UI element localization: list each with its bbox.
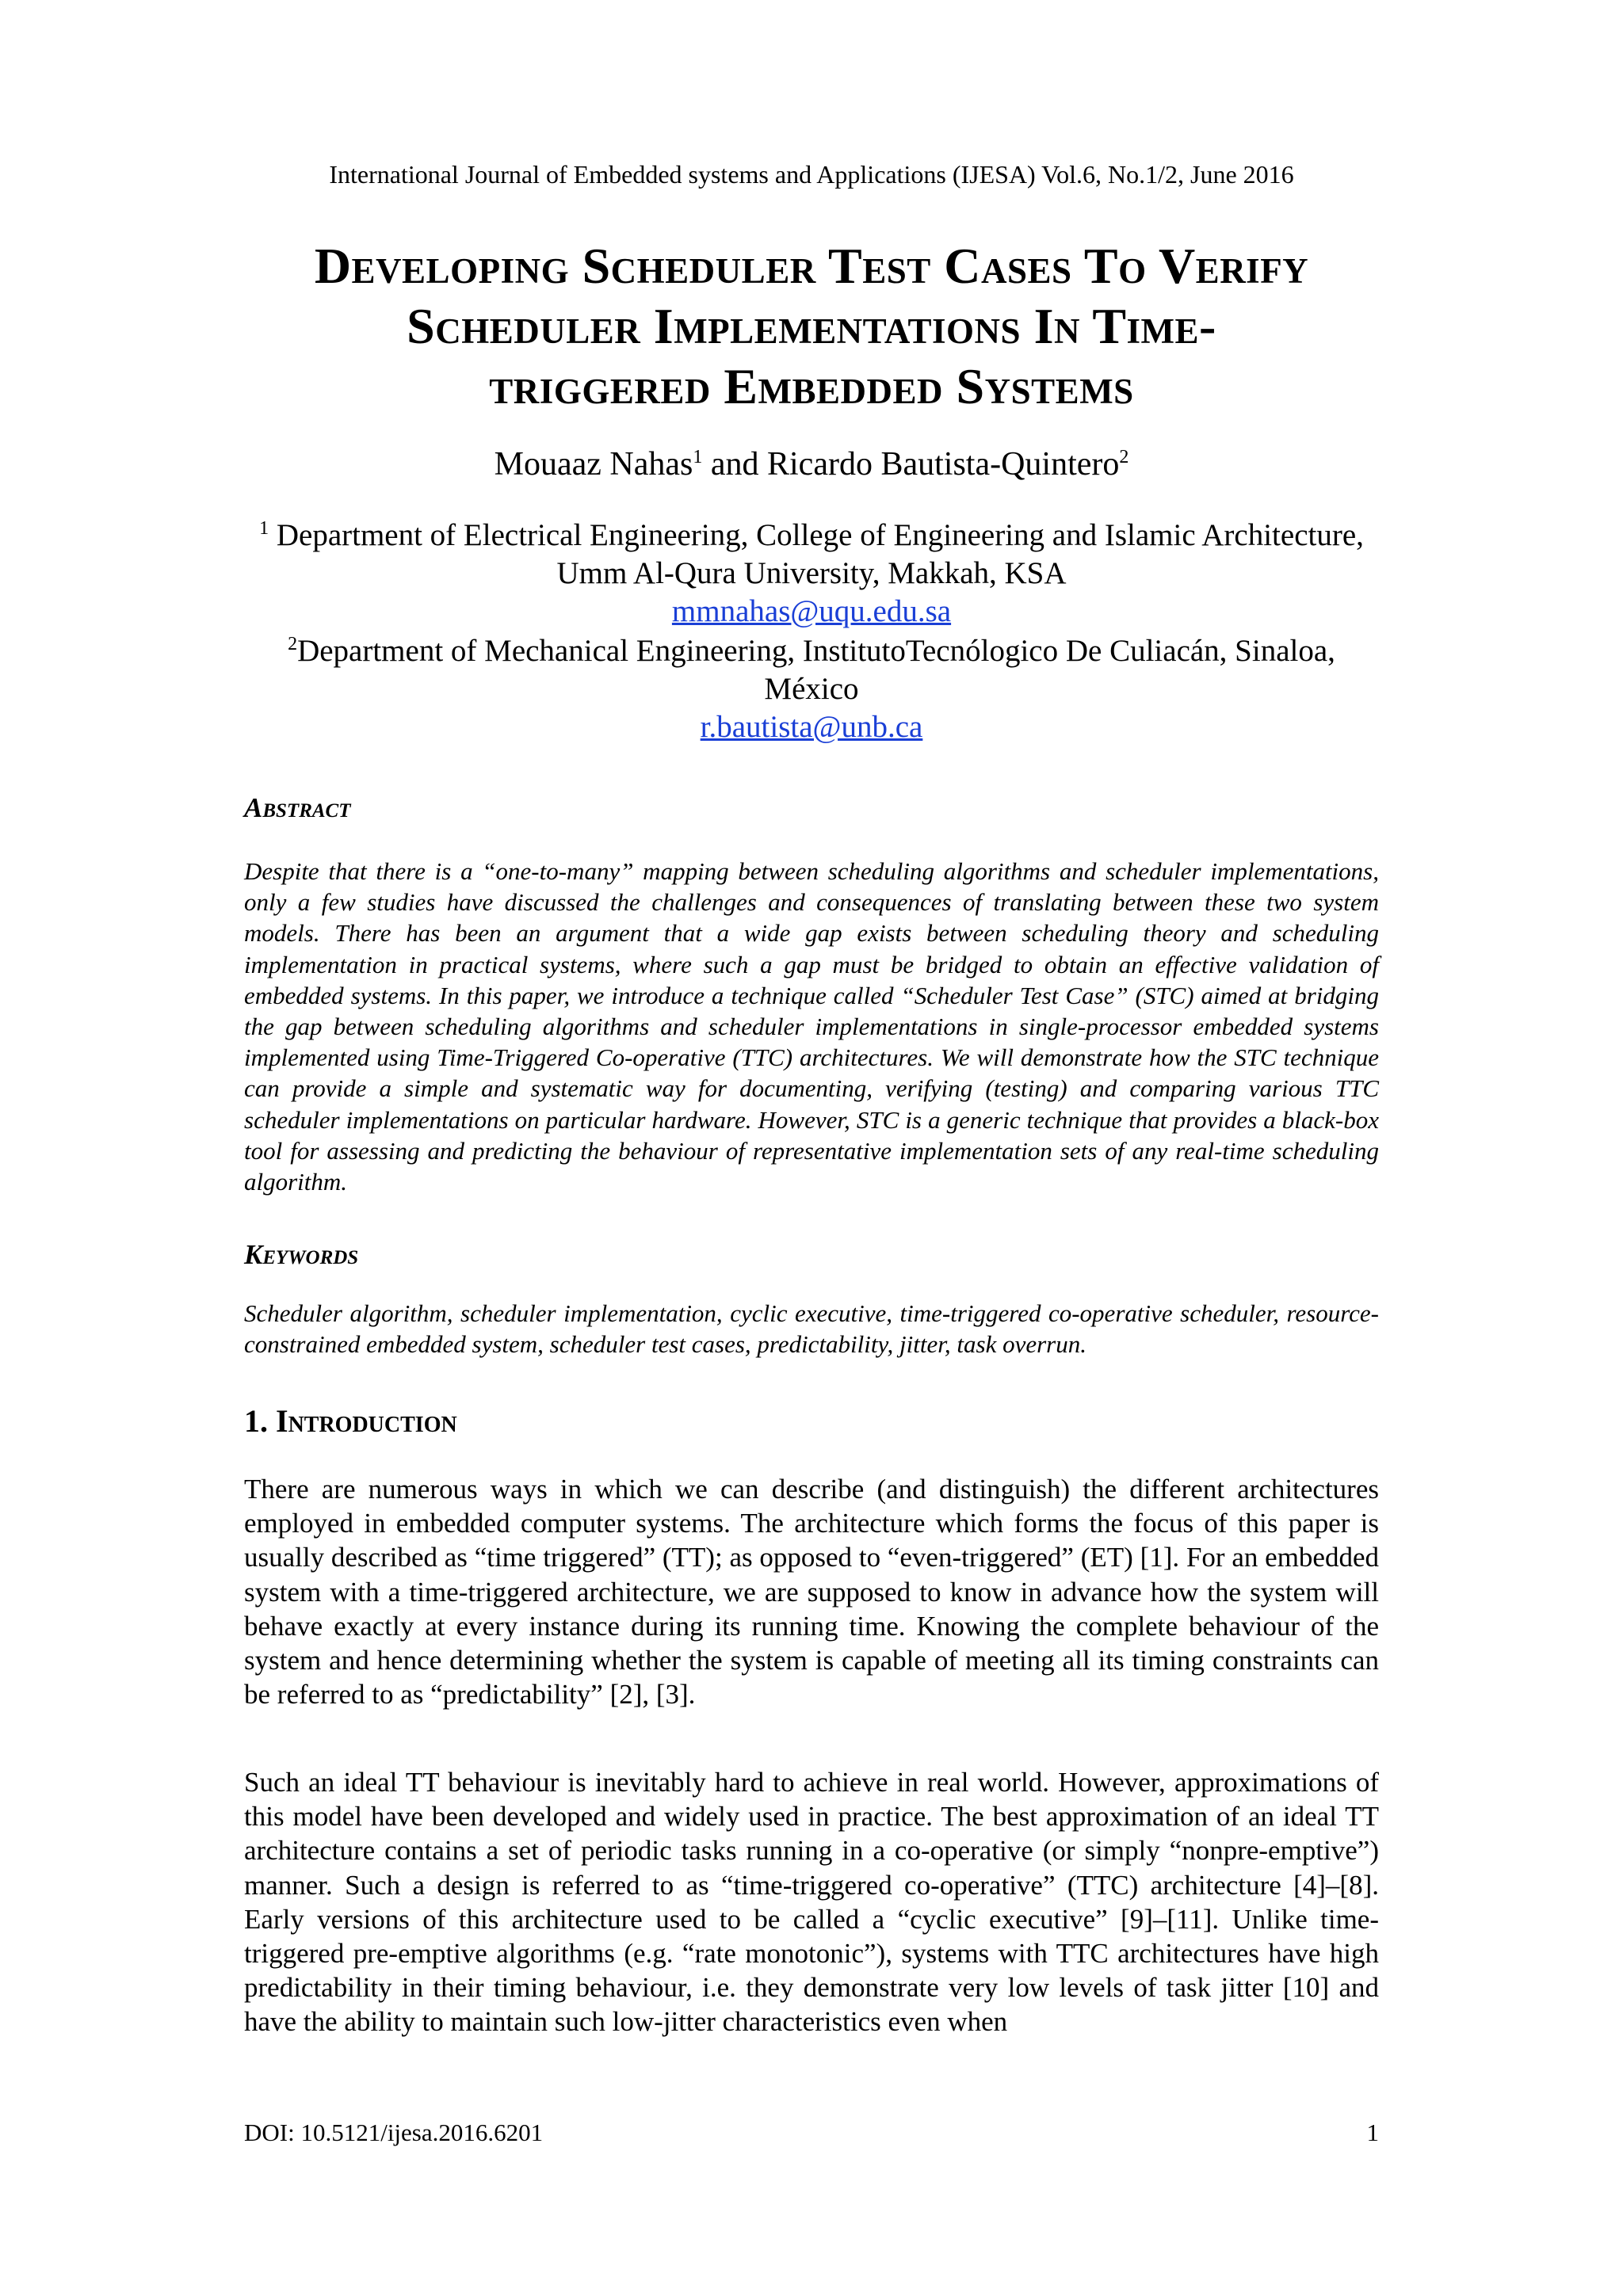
author-2-affil-mark: 2 [1119,447,1129,467]
abstract-heading: Abstract [244,792,351,823]
footer-doi: DOI: 10.5121/ijesa.2016.6201 [244,2119,544,2146]
affiliation-1-line-1: Department of Electrical Engineering, College of Engineering and Islamic Architecture, [269,518,1364,552]
title-line-2: Scheduler Implementations In Time- [407,298,1216,354]
keywords-text: Scheduler algorithm, scheduler implementation, cyclic executive, time-triggered co-operative scheduler, resource-constrained embedded system, scheduler test cases, predictability, jitter, task overrun. [244,1299,1379,1359]
running-header: International Journal of Embedded systems and Applications (IJESA) Vol.6, No.1/2, June 2016 [329,160,1294,189]
keywords-heading: Keywords [244,1239,359,1270]
affiliation-1-mark: 1 [259,518,269,539]
affiliation-2 [222,632,1401,746]
affiliation-2-line-1: Department of Mechanical Engineering, InstitutoTecnólogico De Culiacán, Sinaloa, [297,634,1335,668]
author-1: Mouaaz Nahas [494,446,693,482]
email-link-1[interactable]: mmnahas@uqu.edu.sa [671,594,952,628]
author-connector: and [702,446,767,482]
intro-paragraph-2: Such an ideal TT behaviour is inevitably hard to achieve in real world. However, approximations of this model have been developed and widely used in practice. The best approximation of an ideal TT architecture contains a set of periodic tasks running in a co-operative (or simply “nonpre-emptive”) manner. Such a design is referred to as “time-triggered co-operative” (TTC) architecture [4]–[8]. Early versions of this architecture used to be called a “cyclic executive” [9]–[11]. Unlike time-triggered pre-emptive algorithms (e.g. “rate monotonic”), systems with TTC architectures have high predictability in their timing behaviour, i.e. they demonstrate very low levels of task jitter [10] and have the ability to maintain such low-jitter characteristics even when [244,1767,1379,2038]
author-1-affil-mark: 1 [693,447,703,467]
paper-title [158,236,1465,417]
intro-paragraph-1: There are numerous ways in which we can describe (and distinguish) the different architectures employed in embedded computer systems. The architecture which forms the focus of this paper is usually described as “time triggered” (TT); as opposed to “even-triggered” (ET) [1]. For an embedded system with a time-triggered architecture, we are supposed to know in advance how the system will behave exactly at every instance during its running time. Knowing the complete behaviour of the system and hence determining whether the system is capable of meeting all its timing constraints can be referred to as “predictability” [2], [3]. [244,1474,1379,1711]
abstract-text: Despite that there is a “one-to-many” mapping between scheduling algorithms and scheduler implementations, only a few studies have discussed the challenges and consequences of translating between these two system models. There has been an argument that a wide gap exists between scheduling theory and scheduling implementation in practical systems, where such a gap must be bridged to obtain an effective validation of embedded systems. In this paper, we introduce a technique called “Scheduler Test Case” (STC) aimed at bridging the gap between scheduling algorithms and scheduler implementations in single-processor embedded systems implemented using Time-Triggered Co-operative (TTC) architectures. We will demonstrate how the STC technique can provide a simple and systematic way for documenting, verifying (testing) and comparing various TTC scheduler implementations on particular hardware. However, STC is a generic technique that provides a black-box tool for assessing and predicting the behaviour of representative implementation sets of any real-time scheduling algorithm. [244,857,1379,1196]
affiliation-2-line-2: México [764,672,859,706]
introduction-heading: 1. Introduction [244,1403,457,1439]
affiliation-1-line-2: Umm Al-Qura University, Makkah, KSA [556,556,1067,590]
author-2: Ricardo Bautista-Quintero [767,446,1120,482]
title-line-1: Developing Scheduler Test Cases To Verify [314,238,1309,294]
affiliation-2-mark: 2 [288,634,298,654]
author-list [0,444,1623,485]
title-line-3: triggered Embedded Systems [489,358,1134,414]
page-number: 1 [1366,2119,1379,2146]
email-link-2[interactable]: r.bautista@unb.ca [700,710,923,744]
affiliation-1 [222,517,1401,631]
